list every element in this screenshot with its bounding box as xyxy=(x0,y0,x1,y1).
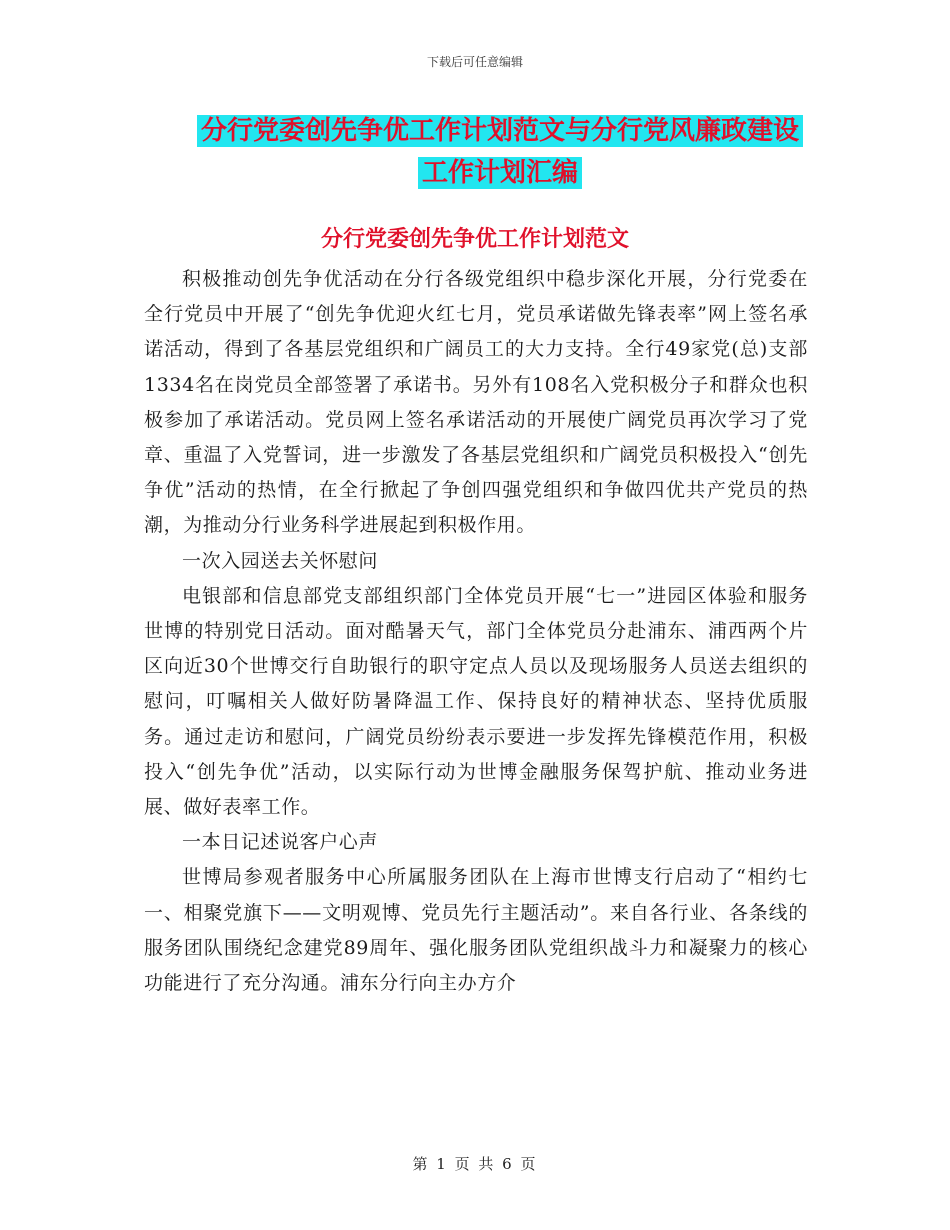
header-note: 下载后可任意编辑 xyxy=(426,55,523,69)
heading-visit: 一次入园送去关怀慰问 xyxy=(182,549,379,572)
heading-diary: 一本日记述说客户心声 xyxy=(182,831,379,854)
paragraph-2: 电银部和信息部党支部组织部门全体党员开展“七一”进园区体验和服务世博的特别党日活动。面对酷暑天气，部门全体党员分赴浦东、浦西两个片区向近30个世博交行自助银行的职守定点人员以及现场服务人员送去组织的慰问，叮嘱相关人做好防暑降温工作、保持良好的精神状态、坚持优质服务。通过走访和慰问，广阔党员纷纷表示要进一步发挥先锋模范作用，积极投入“创先争优”活动，以实际行动为世博金融服务保驾护航、推动业务进展、做好表率工作。 xyxy=(144,584,808,819)
section-title: 分行党委创先争优工作计划范文 xyxy=(320,227,629,252)
paragraph-3: 世博局参观者服务中心所属服务团队在上海市世博支行启动了“相约七一、相聚党旗下——文明观博、党员先行主题活动”。来自各行业、各条线的服务团队围绕纪念建党89周年、强化服务团队党组织战斗力和凝聚力的核心功能进行了充分沟通。浦东分行向主办方介 xyxy=(144,866,808,995)
paragraph-1: 积极推动创先争优活动在分行各级党组织中稳步深化开展，分行党委在全行党员中开展了“创先争优迎火红七月，党员承诺做先锋表率”网上签名承诺活动，得到了各基层党组织和广阔员工的大力支持。全行49家党(总)支部1334名在岗党员全部签署了承诺书。另外有108名入党积极分子和群众也积极参加了承诺活动。党员网上签名承诺活动的开展使广阔党员再次学习了党章、重温了入党誓词，进一步激发了各基层党组织和广阔党员积极投入“创先争优”活动的热情，在全行掀起了争创四强党组织和争做四优共产党员的热潮，为推动分行业务科学进展起到积极作用。 xyxy=(144,268,808,537)
body-text xyxy=(144,262,808,1001)
main-title-line2: 工作计划汇编 xyxy=(418,157,582,189)
page-footer: 第 1 页 共 6 页 xyxy=(412,1155,538,1173)
main-title-line1: 分行党委创先争优工作计划范文与分行党风廉政建设 xyxy=(197,115,803,147)
main-title xyxy=(190,110,810,194)
